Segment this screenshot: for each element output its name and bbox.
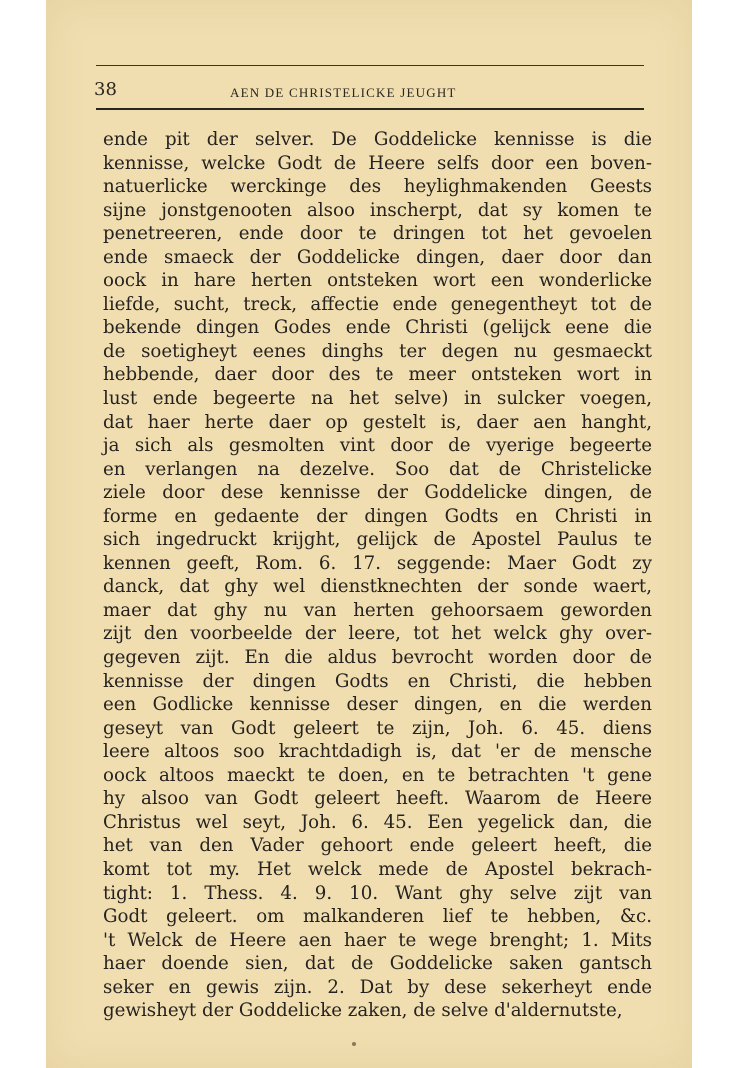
text-line: ziele door dese kennisse der Goddelicke dingen, de [103,482,652,504]
text-line: 't Welck de Heere aen haer te wege brenght; 1. Mits [103,929,652,951]
text-line: ende pit der selver. De Goddelicke kennisse is die [103,129,652,150]
text-line: leere altoos soo krachtdadigh is, dat 'er de mensche [103,741,652,763]
text-line: haer doende sien, dat de Goddelicke saken gantsch [103,953,652,975]
text-line: Christus wel seyt, Joh. 6. 45. Een yegelick dan, die [103,811,652,833]
text-line: lust ende begeerte na het selve) in sulcker voegen, [103,388,652,410]
text-line: gewisheyt der Goddelicke zaken, de selve d'aldernutste, [103,1000,623,1022]
text-line: komt tot my. Het welck mede de Apostel bekrach- [103,858,652,880]
text-line: dat haer herte daer op gestelt is, daer aen hanght, [103,411,652,433]
book-page [46,0,692,1068]
text-line: bekende dingen Godes ende Christi (gelijck eene die [103,317,652,339]
text-line: oock in hare herten ontsteken wort een wonderlicke [103,270,652,292]
text-line: een Godlicke kennisse deser dingen, en die werden [103,694,652,716]
text-line: ende smaeck der Goddelicke dingen, daer door dan [103,246,652,268]
text-line: sijne jonstgenooten alsoo inscherpt, dat sy komen te [103,199,652,221]
text-line: en verlangen na dezelve. Soo dat de Christelicke [103,458,652,480]
text-line: de soetigheyt eenes dinghs ter degen nu gesmaeckt [103,340,652,362]
text-line: maer dat ghy nu van herten gehoorsaem geworden [103,599,652,621]
header-rule-bottom [96,108,644,110]
page-number: 38 [94,79,117,100]
text-line: hebbende, daer door des te meer ontsteken wort in [103,364,652,386]
text-line: forme en gedaente der dingen Godts en Christi in [103,505,652,527]
text-line: kennisse, welcke Godt de Heere selfs door een boven- [103,152,652,174]
text-line: sich ingedruckt krijght, gelijck de Apostel Paulus te [103,529,652,551]
text-line: Godt geleert. om malkanderen lief te hebben, &c. [103,906,652,928]
text-line: zijt den voorbeelde der leere, tot het welck ghy over- [103,623,652,645]
text-line: tight: 1. Thess. 4. 9. 10. Want ghy selve zijt van [103,882,652,904]
text-line: ja sich als gesmolten vint door de vyerige begeerte [103,435,652,457]
body-text [103,128,652,1023]
text-line: liefde, sucht, treck, affectie ende genegentheyt tot de [103,293,652,315]
text-line: gegeven zijt. En die aldus bevrocht worden door de [103,647,652,669]
text-line: geseyt van Godt geleert te zijn, Joh. 6. 45. diens [103,717,652,739]
text-line: seker en gewis zijn. 2. Dat by dese sekerheyt ende [103,976,652,998]
text-line: penetreeren, ende door te dringen tot het gevoelen [103,223,652,245]
running-head: AEN DE CHRISTELICKE JEUGHT [230,85,457,100]
header-rule-top [96,65,644,66]
text-line: natuerlicke werckinge des heylighmakenden Geests [103,176,652,198]
text-line: oock altoos maeckt te doen, en te betrachten 't gene [103,764,652,786]
text-line: het van den Vader gehoort ende geleert heeft, die [103,835,652,857]
text-line: danck, dat ghy wel dienstknechten der sonde waert, [103,576,652,598]
text-line: kennisse der dingen Godts en Christi, die hebben [103,670,652,692]
text-line: hy alsoo van Godt geleert heeft. Waarom de Heere [103,788,652,810]
page-speck [352,1042,356,1046]
text-line: kennen geeft, Rom. 6. 17. seggende: Maer Godt zy [103,552,652,574]
